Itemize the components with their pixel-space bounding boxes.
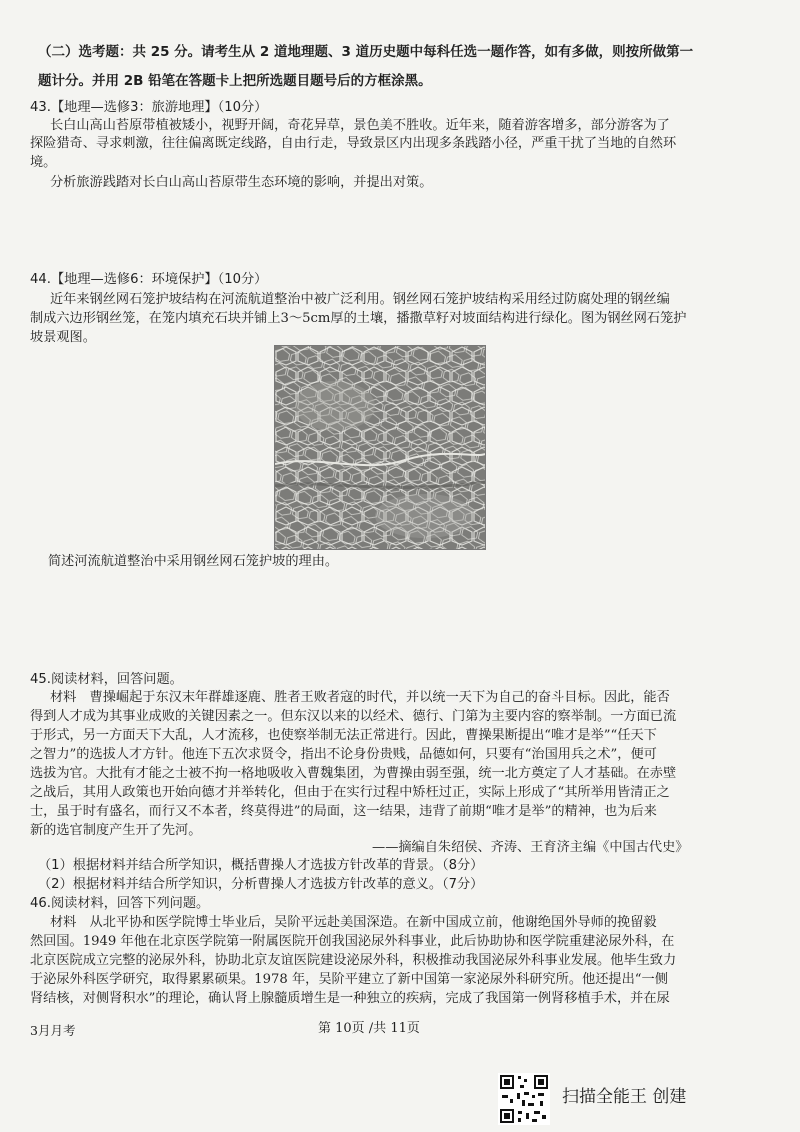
q45-line: 选拔为官。大批有才能之士被不拘一格地吸收入曹魏集团，为曹操由弱至强，统一北方奠定了人才基础。在赤壁 [30,766,677,781]
q44-title: 44.【地理—选修6：环境保护】（10分） [30,272,268,287]
q46-line: 材料 从北平协和医学院博士毕业后，吴阶平远赴美国深造。在新中国成立前，他谢绝国外导师的挽留毅 [50,915,657,930]
q45-sub2: （2）根据材料并结合所学知识，分析曹操人才选拔方针改革的意义。（7分） [38,877,484,892]
q46-line: 然回国。1949 年他在北京医学院第一附属医院开创我国泌尿外科事业，此后协助协和医学院重建泌尿外科，在 [30,934,675,949]
q46-line: 肾结核，对侧肾积水”的理论，确认肾上腺髓质增生是一种独立的疾病，完成了我国第一例肾移植手术，并在尿 [30,991,670,1006]
q45-source: ——摘编自朱绍侯、齐涛、王育济主编《中国古代史》 [372,840,689,855]
q45-title: 45.阅读材料，回答问题。 [30,672,183,687]
q44-line: 坡景观图。 [30,330,96,345]
q46-title: 46.阅读材料，回答下列问题。 [30,896,210,911]
q45-line: 之智力”的选拔人才方针。他连下五次求贤令，指出不论身份贵贱，品德如何，只要有“治国用兵之术”，便可 [30,747,657,762]
q45-line: 新的选官制度产生开了先河。 [30,823,202,838]
q46-line: 于泌尿外科医学研究，取得累累硕果。1978 年，吴阶平建立了新中国第一家泌尿外科研究所。他还提出“一侧 [30,972,668,987]
q43-line: 长白山高山苔原带植被矮小，视野开阔，奇花异草，景色美不胜收。近年来，随着游客增多，部分游客为了 [50,118,670,133]
footer-exam: 3月月考 [30,1023,76,1038]
q43-question: 分析旅游践踏对长白山高山苔原带生态环境的影响，并提出对策。 [50,175,433,190]
q46-line: 北京医院成立完整的泌尿外科，协助北京友谊医院建设泌尿外科，积极推动我国泌尿外科事业发展。他毕生致力 [30,953,677,968]
section-header-line1: （二）选考题：共 25 分。请考生从 2 道地理题、3 道历史题中每科任选一题作答，如有多做，则按所做第一 [38,44,694,60]
section-header-line2: 题计分。并用 2B 铅笔在答题卡上把所选题目题号后的方框涂黑。 [38,73,432,89]
gabion-photo [274,345,486,550]
q44-question: 简述河流航道整治中采用钢丝网石笼护坡的理由。 [48,554,339,569]
q44-line: 近年来钢丝网石笼护坡结构在河流航道整治中被广泛利用。钢丝网石笼护坡结构采用经过防腐处理的钢丝编 [50,292,670,307]
q45-line: 材料 曹操崛起于东汉末年群雄逐鹿、胜者王败者寇的时代，并以统一天下为自己的奋斗目标。因此，能否 [50,690,670,705]
q43-line: 探险猎奇、寻求刺激，往往偏离既定线路，自由行走，导致景区内出现多条践踏小径，严重干扰了当地的自然环 [30,136,677,151]
q44-line: 制成六边形钢丝笼，在笼内填充石块并铺上3～5cm厚的土壤，播撒草籽对坡面结构进行绿化。图为钢丝网石笼护 [30,311,687,326]
q45-line: 得到人才成为其事业成败的关键因素之一。但东汉以来的以经术、德行、门第为主要内容的察举制。一方面已流 [30,709,677,724]
q45-line: 之战后，其用人政策也开始向德才并举转化，但由于在实行过程中矫枉过正，实际上形成了“其所举用皆清正之 [30,785,670,800]
qr-code [498,1073,550,1125]
q45-line: 士，虽于时有盛名，而行又不本者，终莫得进”的局面，这一结果，违背了前期“唯才是举”的精神，也为后来 [30,804,657,819]
q45-sub1: （1）根据材料并结合所学知识，概括曹操人才选拔方针改革的背景。（8分） [38,858,484,873]
watermark: 扫描全能王 创建 [562,1087,687,1107]
q43-line: 境。 [30,155,57,170]
footer-page: 第 10页 /共 11页 [318,1021,420,1036]
q43-title: 43.【地理—选修3：旅游地理】（10分） [30,100,268,115]
q45-line: 于形式，另一方面天下大乱，人才流移，也使察举制无法正常进行。因此，曹操果断提出“唯才是举”“任天下 [30,728,657,743]
